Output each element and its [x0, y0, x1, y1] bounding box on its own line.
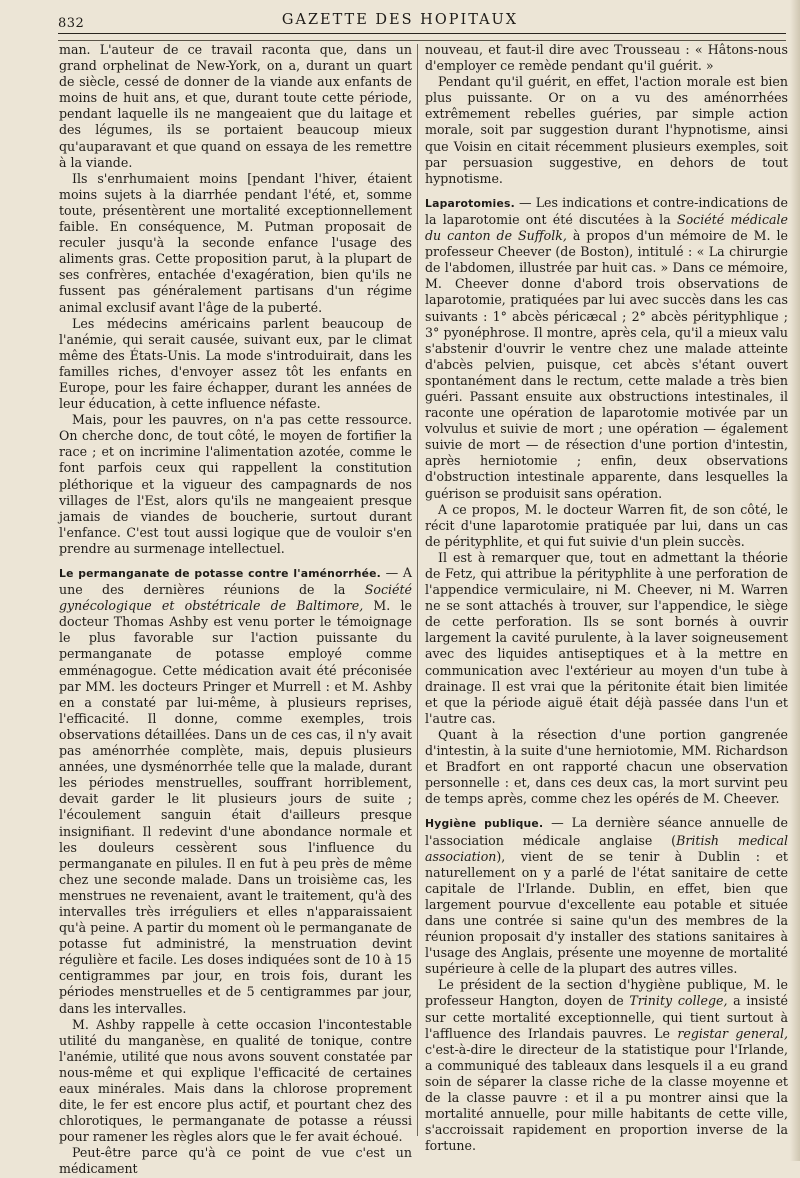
paragraph-text: — La dernière séance annuelle de l'association médicale anglaise ( [425, 815, 788, 848]
paragraph-text: a insisté sur cette mortalité exceptionnelle, qui tient surtout à l'affluence des Irlandais pauvres. Le [425, 993, 788, 1041]
paragraph: Il est à remarquer que, tout en admettant la théorie de Fetz, qui attribue la pérityphlite à une perforation de l'appendice vermiculaire, ni M. Cheever, ni M. Warren ne se sont attachés à trouver, sur l'appendice, le siège de cette perforation. Ils se sont bornés à ouvrir largement la cavité purulente, à la laver soigneusement avec des liquides antiseptiques et à la mettre en communication avec l'extérieur au moyen d'un tube à drainage. Il est vrai que la péritonite était bien limitée et que la période aiguë était déjà passée dans l'un et l'autre cas. [425, 549, 788, 726]
paragraph: A ce propos, M. le docteur Warren fit, de son côté, le récit d'une laparotomie pratiquée par lui, dans un cas de pérityphlite, et qui fut suivie d'un plein succès. [425, 501, 788, 549]
paragraph: Peut-être parce qu'à ce point de vue c'est un médicament [59, 1145, 412, 1177]
paragraph-text: à propos d'un mémoire de M. le professeur Cheever (de Boston), intitulé : « La chirurgie de l'abdomen, illustrée par huit cas. » Dans ce mémoire, M. Cheever donne d'abord trois observations de laparotomie, pratiquées par lui avec succès dans les cas suivants : 1° abcès péricæcal ; 2° abcès pérityphlique ; 3° pyonéphrose. Il montre, après cela, qu'il a mieux valu s'abstenir d'ouvrir le ventre chez une malade atteinte d'abcès pelvien, puisque, cet abcès s'étant ouvert spontanément dans le rectum, cette malade a très bien guéri. Passant ensuite aux obstructions intestinales, il raconte une opération de laparotomie motivée par un volvulus et suivie de mort ; une opération — également suivie de mort — de résection d'une portion d'intestin, après herniotomie ; enfin, deux observations d'obstruction intestinale apparente, dans lesquelles la guérison se produisit sans opération. [425, 228, 788, 501]
left-column [59, 42, 412, 1178]
college-name: Trinity college, [629, 993, 728, 1009]
right-column [425, 42, 788, 1154]
paragraph: Ils s'enrhumaient moins [pendant l'hiver, étaient moins sujets à la diarrhée pendant l'été, et, somme toute, présentèrent une mortalité exceptionnellement faible. En conséquence, M. Putman proposait de reculer jusqu'à la seconde enfance l'usage des aliments gras. Cette proposition parut, à la plupart de ses confrères, entachée d'exagération, bien qu'ils ne fussent pas généralement partisans d'un régime animal exclusif avant l'âge de la puberté. [59, 170, 412, 315]
paragraph-text: c'est-à-dire le directeur de la statistique pour l'Irlande, a communiqué des tableaux dans lesquels il a eu grand soin de séparer la classe riche de la classe moyenne et de la classe pauvre : et il a pu montrer ainsi que la mortalité annuelle, pour mille habitants de cette ville, s'accroissait rapidement en proportion inverse de la fortune. [425, 1041, 788, 1154]
paragraph-text: — Les indications et contre-indications de la laparotomie ont été discutées à la [425, 194, 788, 227]
paragraph-text: — A une des dernières réunions de la [59, 565, 412, 598]
section-heading: Hygiène publique. [425, 817, 544, 831]
article-permanganate [59, 565, 412, 1017]
paragraph-text: ), vient de se tenir à Dublin : et naturellement on y a parlé de l'état sanitaire de cette capitale de l'Irlande. Dublin, en effet, bien que largement pourvue d'excellente eau potable et située dans une contrée si saine qu'un des membres de la réunion proposait d'y installer des stations sanitaires à l'usage des Anglais, présente une moyenne de mortalité supérieure à celle de la plupart des autres villes. [425, 848, 788, 977]
paragraph-text: Le président de la section d'hygiène publique, M. le professeur Hangton, doyen de [425, 977, 788, 1009]
paragraph: Pendant qu'il guérit, en effet, l'action morale est bien plus puissante. Or on a vu des aménorrhées extrêmement rebelles guéries, par simple action morale, soit par suggestion durant l'hypnotisme, ainsi que Voisin en citait récemment plusieurs exemples, soit par persuasion suggestive, en dehors de tout hypnotisme. [425, 74, 788, 186]
page-number: 832 [58, 16, 85, 31]
page-binding-edge [790, 0, 800, 1161]
paragraph: Quant à la résection d'une portion gangrenée d'intestin, à la suite d'une herniotomie, MM. Richardson et Bradfort en ont rapporté chacun une observation personnelle : et, dans ces deux cas, la mort survint peu de temps après, comme chez les opérés de M. Cheever. [425, 726, 788, 807]
paragraph: Mais, pour les pauvres, on n'a pas cette ressource. On cherche donc, de tout côté, le moyen de fortifier la race ; et on incrimine l'alimentation azotée, comme le font parfois ceux qui rappellent la constitution pléthorique et la vigueur des campagnards de nos villages de l'Est, alors qu'ils ne mangeaient presque jamais de viandes de boucherie, surtout durant l'enfance. C'est tout aussi logique que de vouloir s'en prendre au surmenage intellectuel. [59, 412, 412, 556]
registrar-title: registar general, [677, 1025, 788, 1041]
article-hygiene [425, 815, 788, 977]
paragraph-text: M. le docteur Thomas Ashby est venu porter le témoignage le plus favorable sur l'action puissante du permanganate de potasse employé comme emménagogue. Cette médication avait été préconisée par MM. les docteurs Pringer et Murrell : et M. Ashby en a constaté par lui-même, à plusieurs reprises, l'efficacité. Il donne, comme exemples, trois observations détaillées. Dans un de ces cas, il n'y avait pas aménorrhée complète, mais, depuis plusieurs années, une dysménorrhée telle que la malade, durant les périodes menstruelles, souffrant horriblement, devait garder le lit plusieurs jours de suite ; l'écoulement sanguin était d'ailleurs presque insignifiant. Il redevint d'une abondance normale et les douleurs cessèrent sous l'influence du permanganate en pilules. Il en fut à peu près de même chez une seconde malade. Dans un troisième cas, les menstrues ne revenaient, avant le traitement, qu'à des intervalles très irréguliers et elles n'apparaissaient qu'à peine. A partir du moment où le permanganate de potasse fut administré, la menstruation devint régulière et facile. Les doses indiquées sont de 10 à 15 centigrammes par jour, en trois fois, durant les périodes menstruelles et de 5 centigrammes par jour, dans les intervalles. [59, 598, 412, 1016]
column-divider [417, 44, 418, 1136]
paragraph [425, 977, 788, 1154]
article-laparotomies [425, 195, 788, 502]
running-title: GAZETTE DES HOPITAUX [281, 12, 519, 28]
header-rule-secondary [58, 40, 786, 41]
section-heading: Le permanganate de potasse contre l'aménorrhée. [59, 567, 381, 580]
society-name: Société gynécologique et obstétricale de Baltimore, [59, 582, 412, 614]
section-heading: Laparotomies. [425, 196, 515, 210]
header-rule [58, 33, 786, 34]
association-name: British medical association [425, 832, 788, 864]
paragraph: Les médecins américains parlent beaucoup de l'anémie, qui serait causée, suivant eux, par le climat même des États-Unis. La mode s'introduirait, dans les familles riches, d'envoyer assez tôt les enfants en Europe, pour les faire échapper, durant les années de leur éducation, à cette influence néfaste. [59, 315, 412, 412]
society-name: Société médicale du canton de Suffolk, [425, 211, 788, 244]
paragraph: man. L'auteur de ce travail raconta que, dans un grand orphelinat de New-York, on a, durant un quart de siècle, cessé de donner de la viande aux enfants de moins de huit ans, et que, durant toute cette période, pendant laquelle ils ne mangeaient que du laitage et des légumes, ils se portaient beaucoup mieux qu'auparavant et que quand on essaya de les remettre à la viande. [59, 42, 412, 170]
paragraph: M. Ashby rappelle à cette occasion l'incontestable utilité du manganèse, en qualité de tonique, contre l'anémie, utilité que nous avons souvent constatée par nous-même et qui explique l'efficacité de certaines eaux minérales. Mais dans la chlorose proprement dite, le fer est encore plus actif, et pourtant chez des chlorotiques, le permanganate de potasse a réussi pour ramener les règles alors que le fer avait échoué. [59, 1016, 412, 1145]
paragraph: nouveau, et faut-il dire avec Trousseau : « Hâtons-nous d'employer ce remède pendant qu'il guérit. » [425, 42, 788, 74]
